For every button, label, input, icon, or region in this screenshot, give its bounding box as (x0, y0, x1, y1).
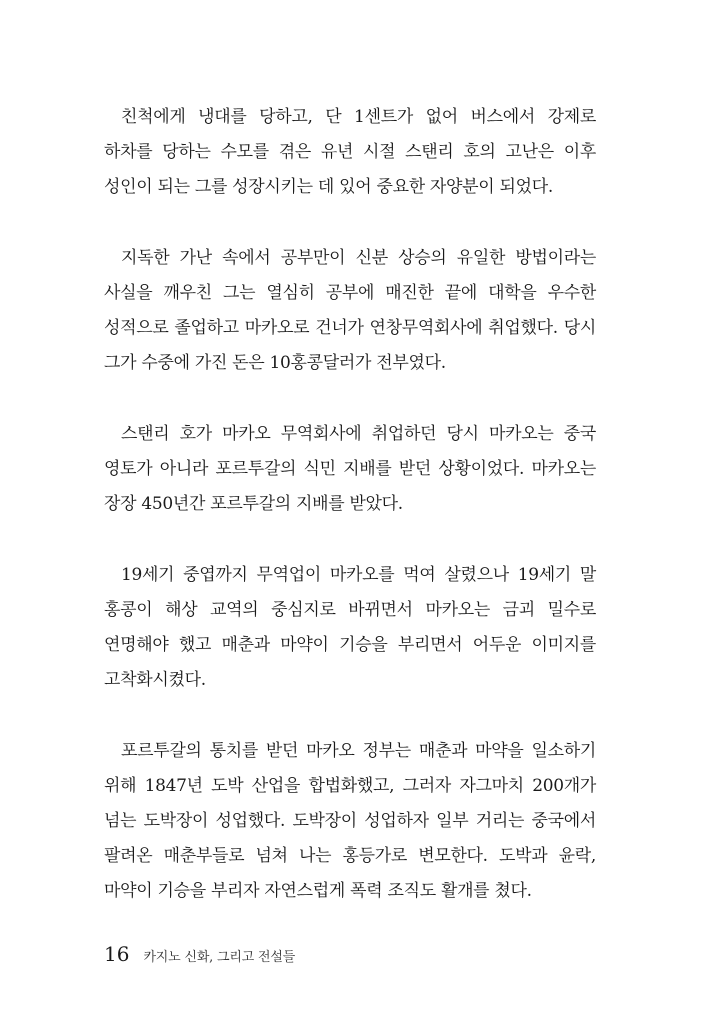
page-number: 16 (104, 942, 130, 966)
running-title: 카지노 신화, 그리고 전설들 (143, 950, 296, 965)
paragraph-2: 지독한 가난 속에서 공부만이 신분 상승의 유일한 방법이라는 사실을 깨우친 그는 열심히 공부에 매진한 끝에 대학을 우수한 성적으로 졸업하고 마카오로 건너가 연창무역회사에 취업했다. 당시 그가 수중에 가진 돈은 10홍콩달러가 전부였다. (104, 248, 596, 373)
paragraph-1: 친척에게 냉대를 당하고, 단 1센트가 없어 버스에서 강제로 하차를 당하는 수모를 겪은 유년 시절 스탠리 호의 고난은 이후 성인이 되는 그를 성장시키는 데 있어 중요한 자양분이 되었다. (104, 107, 596, 197)
paragraph-5: 포르투갈의 통치를 받던 마카오 정부는 매춘과 마약을 일소하기 위해 1847년 도박 산업을 합법화했고, 그러자 자그마치 200개가 넘는 도박장이 성업했다. 도박장이 성업하자 일부 거리는 중국에서 팔려온 매춘부들로 넘쳐 나는 홍등가로 변모한다. 도박과 윤락, 마약이 기승을 부리자 자연스럽게 폭력 조직도 활개를 쳤다. (104, 741, 596, 901)
body-text (104, 100, 596, 945)
page-footer (104, 942, 295, 966)
paragraph-3: 스탠리 호가 마카오 무역회사에 취업하던 당시 마카오는 중국 영토가 아니라 포르투갈의 식민 지배를 받던 상황이었다. 마카오는 장장 450년간 포르투갈의 지배를 받았다. (104, 424, 596, 514)
paragraph-4: 19세기 중엽까지 무역업이 마카오를 먹여 살렸으나 19세기 말 홍콩이 해상 교역의 중심지로 바뀌면서 마카오는 금괴 밀수로 연명해야 했고 매춘과 마약이 기승을 부리면서 어두운 이미지를 고착화시켰다. (104, 565, 596, 690)
